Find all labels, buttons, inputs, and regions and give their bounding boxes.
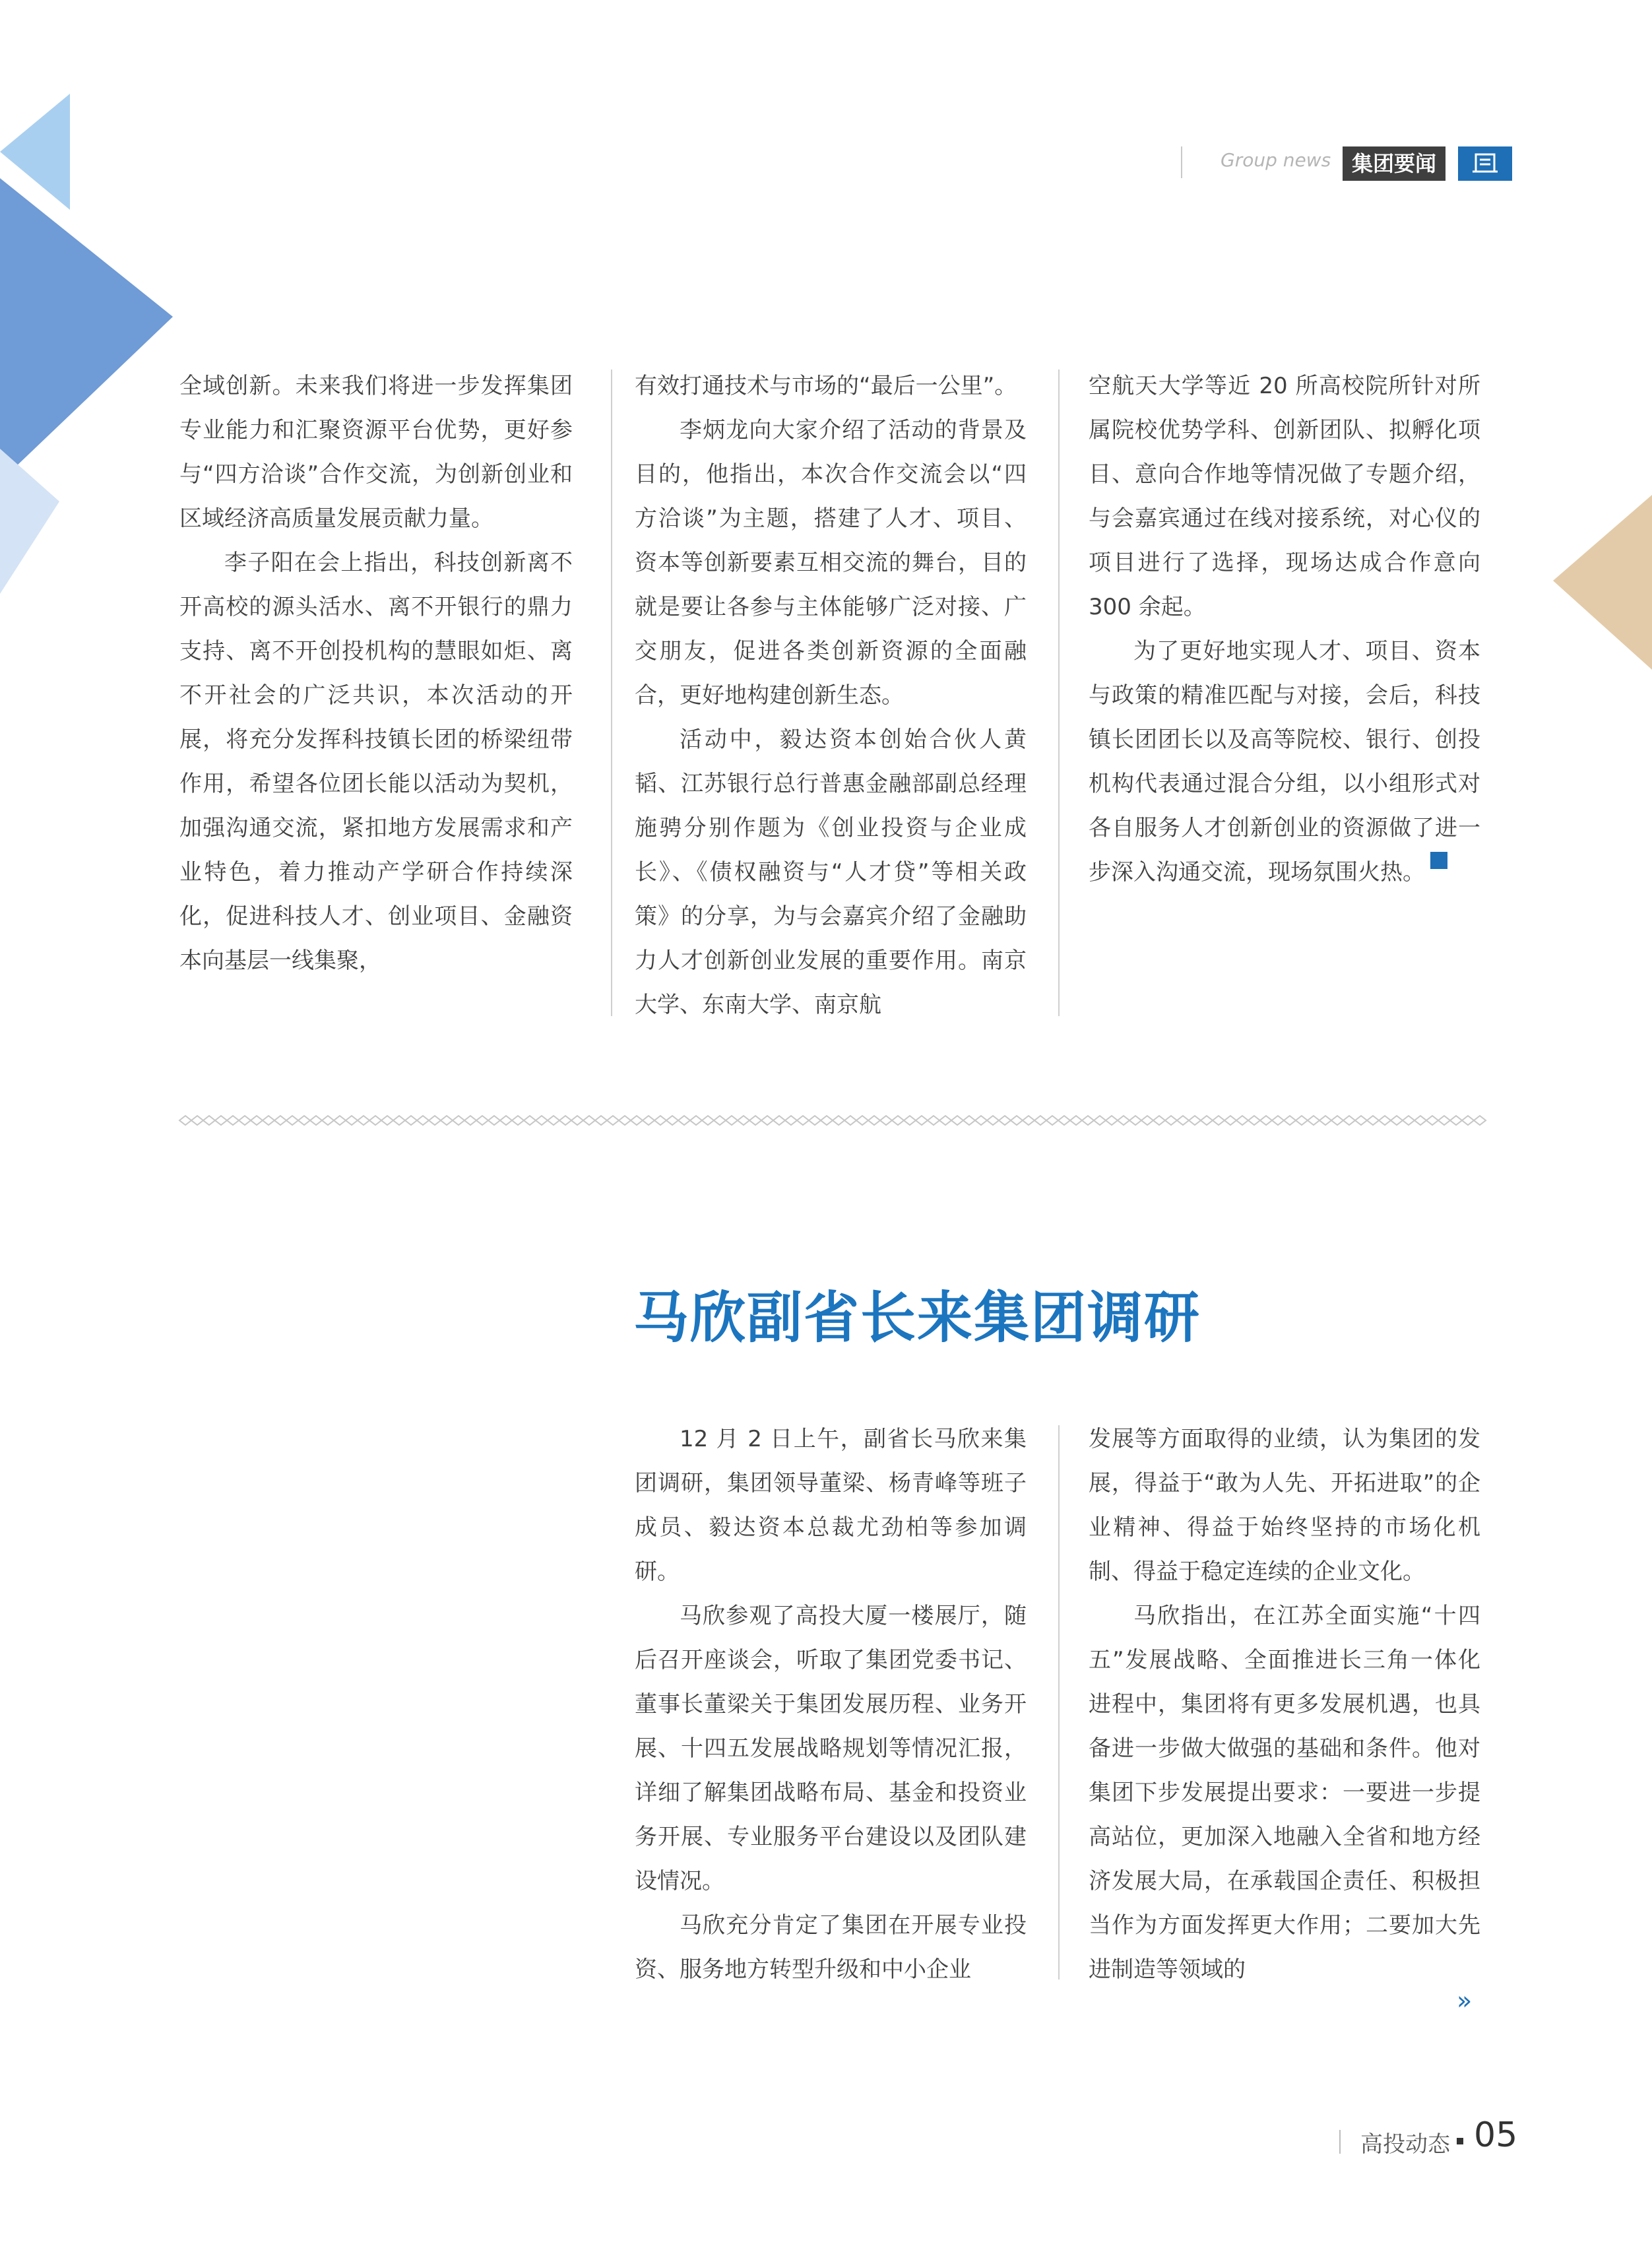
divider-diamond [1034, 1116, 1046, 1125]
divider-diamond [583, 1116, 595, 1125]
divider-diamond [643, 1116, 654, 1125]
divider-diamond [536, 1116, 548, 1125]
article1-paragraph: 有效打通技术与市场的“最后一公里”。 [635, 373, 1017, 399]
divider-diamond [880, 1116, 892, 1125]
divider-diamond [939, 1116, 951, 1125]
triangle-blue [0, 178, 173, 482]
divider-diamond [274, 1116, 286, 1125]
divider-diamond [369, 1116, 381, 1125]
divider-diamond [1272, 1116, 1284, 1125]
triangle-pale-blue [0, 449, 59, 594]
article2-paragraph: 马欣参观了高投大厦一楼展厅，随后召开座谈会，听取了集团党委书记、董事长董梁关于集团发展历程、业务开展、十四五发展战略规划等情况汇报，详细了解集团战略布局、基金和投资业务开展、专业服务平台建设以及团队建设情况。 [635, 1603, 1027, 1894]
divider-diamond [951, 1116, 963, 1125]
magazine-name: 高投动态 [1360, 2131, 1450, 2158]
divider-diamond [1391, 1116, 1403, 1125]
divider-diamond [726, 1116, 738, 1125]
article1-paragraph: 全域创新。未来我们将进一步发挥集团专业能力和汇聚资源平台优势，更好参与“四方洽谈”合作交流，为创新创业和区域经济高质量发展贡献力量。 [179, 373, 573, 532]
divider-diamond [1236, 1116, 1248, 1125]
divider-diamond [844, 1116, 856, 1125]
divider-diamond [619, 1116, 631, 1125]
divider-diamond [666, 1116, 678, 1125]
article1-column-2 [635, 364, 1027, 1027]
divider-diamond [654, 1116, 666, 1125]
article1-paragraph: 李子阳在会上指出，科技创新离不开高校的源头活水、离不开银行的鼎力支持、离不开创投机构的慧眼如炬、离不开社会的广泛共识，本次活动的开展，将充分发挥科技镇长团的桥梁纽带作用，希望各位团长能以活动为契机，加强沟通交流，紧扣地方发展需求和产业特色，着力推动产学研合作持续深化，促进科技人才、创业项目、金融资本向基层一线集聚， [179, 550, 573, 974]
divider-diamond [464, 1116, 476, 1125]
divider-diamond [595, 1116, 607, 1125]
article1-column-3 [1089, 364, 1480, 895]
divider-diamond [1213, 1116, 1224, 1125]
divider-diamond [1106, 1116, 1118, 1125]
divider-diamond [524, 1116, 536, 1125]
divider-diamond [833, 1116, 844, 1125]
divider-diamond [821, 1116, 833, 1125]
divider-diamond [1082, 1116, 1094, 1125]
divider-diamond [571, 1116, 583, 1125]
divider-diamond [215, 1116, 227, 1125]
triangle-tan [1553, 495, 1652, 670]
divider-diamond [1201, 1116, 1213, 1125]
divider-diamond [678, 1116, 690, 1125]
divider-diamond [928, 1116, 939, 1125]
divider-diamond [1011, 1116, 1023, 1125]
divider-diamond [999, 1116, 1011, 1125]
divider-diamond [856, 1116, 868, 1125]
divider-diamond [1403, 1116, 1414, 1125]
divider-diamond [1296, 1116, 1308, 1125]
divider-diamond [904, 1116, 916, 1125]
divider-diamond [322, 1116, 334, 1125]
divider-diamond [1248, 1116, 1260, 1125]
divider-diamond [1070, 1116, 1082, 1125]
divider-diamond [429, 1116, 441, 1125]
divider-diamond [631, 1116, 643, 1125]
divider-diamond [1023, 1116, 1034, 1125]
article1-paragraph-text: 为了更好地实现人才、项目、资本与政策的精准匹配与对接，会后，科技镇长团团长以及高等院校、银行、创投机构代表通过混合分组，以小组形式对各自服务人才创新创业的资源做了进一步深入沟通交流，现场氛围火热。 [1089, 638, 1480, 885]
divider-diamond [892, 1116, 904, 1125]
divider-diamond [773, 1116, 785, 1125]
divider-diamond [191, 1116, 203, 1125]
page-number: 05 [1474, 2115, 1518, 2155]
divider-diamond [1260, 1116, 1272, 1125]
divider-diamond [381, 1116, 393, 1125]
article1-paragraph: 李炳龙向大家介绍了活动的背景及目的，他指出，本次合作交流会以“四方洽谈”为主题，搭建了人才、项目、资本等创新要素互相交流的舞台，目的就是要让各参与主体能够广泛对接、广交朋友，促进各类创新资源的全面融合，更好地构建创新生态。 [635, 417, 1027, 709]
divider-diamond [1189, 1116, 1201, 1125]
divider-diamond [987, 1116, 999, 1125]
article2-title: 马欣副省长来集团调研 [633, 1285, 1201, 1350]
continue-arrow-icon: » [1457, 1986, 1473, 2015]
divider-diamond [607, 1116, 619, 1125]
divider-diamond [785, 1116, 797, 1125]
divider-diamond [476, 1116, 488, 1125]
divider-diamond [548, 1116, 559, 1125]
divider-diamond [488, 1116, 500, 1125]
news-icon-glyph [1458, 146, 1512, 181]
divider-diamond [963, 1116, 975, 1125]
divider-diamond [702, 1116, 714, 1125]
divider-diamond [417, 1116, 429, 1125]
divider-diamond [559, 1116, 571, 1125]
divider-diamond [1343, 1116, 1355, 1125]
divider-diamond [1426, 1116, 1438, 1125]
divider-diamond [405, 1116, 417, 1125]
divider-diamond [1046, 1116, 1058, 1125]
divider-diamond [761, 1116, 773, 1125]
divider-diamond [690, 1116, 702, 1125]
article1-paragraph: 活动中，毅达资本创始合伙人黄韬、江苏银行总行普惠金融部副总经理施骋分别作题为《创业投资与企业成长》、《债权融资与“人才贷”等相关政策》的分享，为与会嘉宾介绍了金融助力人才创新创业发展的重要作用。南京大学、东南大学、南京航 [635, 726, 1027, 1018]
section-tag: 集团要闻 [1343, 146, 1446, 181]
divider-diamond [393, 1116, 405, 1125]
divider-diamond [251, 1116, 263, 1125]
divider-diamond [453, 1116, 464, 1125]
divider-diamond [738, 1116, 749, 1125]
article1-paragraph-last [1089, 629, 1480, 895]
news-icon [1458, 146, 1512, 181]
header-separator [1181, 146, 1182, 178]
footer-separator [1339, 2130, 1341, 2154]
diamond-divider [179, 1116, 1486, 1125]
article2-paragraph: 马欣指出，在江苏全面实施“十四五”发展战略、全面推进长三角一体化进程中，集团将有更多发展机遇，也具备进一步做大做强的基础和条件。他对集团下步发展提出要求：一要进一步提高站位，更加深入地融入全省和地方经济发展大局，在承载国企责任、积极担当作为方面发挥更大作用；二要加大先进制造等领域的 [1089, 1603, 1480, 1983]
divider-diamond [1438, 1116, 1450, 1125]
divider-diamond [227, 1116, 239, 1125]
footer-bullet [1457, 2138, 1463, 2144]
divider-diamond [714, 1116, 726, 1125]
divider-diamond [1355, 1116, 1367, 1125]
divider-diamond [975, 1116, 987, 1125]
column-divider [611, 370, 612, 1016]
divider-diamond [1308, 1116, 1319, 1125]
divider-diamond [1450, 1116, 1462, 1125]
article2-paragraph: 发展等方面取得的业绩，认为集团的发展，得益于“敢为人先、开拓进取”的企业精神、得益于始终坚持的市场化机制、得益于稳定连续的企业文化。 [1089, 1426, 1480, 1585]
divider-diamond [1462, 1116, 1474, 1125]
divider-diamond [334, 1116, 346, 1125]
article1-column-1 [179, 364, 573, 983]
divider-diamond [916, 1116, 928, 1125]
article2-column-2 [1089, 1417, 1480, 1992]
divider-diamond [286, 1116, 298, 1125]
article2-paragraph: 12 月 2 日上午，副省长马欣来集团调研，集团领导董梁、杨青峰等班子成员、毅达资本总裁尤劲柏等参加调研。 [635, 1426, 1027, 1585]
divider-diamond [1094, 1116, 1106, 1125]
divider-diamond [346, 1116, 358, 1125]
divider-diamond [1141, 1116, 1153, 1125]
column-divider [1058, 1425, 1060, 1979]
divider-diamond [441, 1116, 453, 1125]
divider-diamond [1414, 1116, 1426, 1125]
divider-diamond [239, 1116, 251, 1125]
divider-diamond [298, 1116, 310, 1125]
divider-diamond [1331, 1116, 1343, 1125]
divider-diamond [179, 1116, 191, 1125]
divider-diamond [1284, 1116, 1296, 1125]
divider-diamond [809, 1116, 821, 1125]
divider-diamond [1165, 1116, 1177, 1125]
divider-diamond [1367, 1116, 1379, 1125]
divider-diamond [500, 1116, 512, 1125]
divider-diamond [1177, 1116, 1189, 1125]
divider-diamond [263, 1116, 274, 1125]
divider-diamond [1379, 1116, 1391, 1125]
divider-diamond [797, 1116, 809, 1125]
divider-diamond [1153, 1116, 1165, 1125]
divider-diamond [749, 1116, 761, 1125]
section-title-en: Group news [1221, 149, 1331, 171]
divider-diamond [1129, 1116, 1141, 1125]
divider-diamond [512, 1116, 524, 1125]
divider-diamond [310, 1116, 322, 1125]
article2-column-1 [635, 1417, 1027, 1992]
article2-paragraph: 马欣充分肯定了集团在开展专业投资、服务地方转型升级和中小企业 [635, 1912, 1027, 1983]
article1-paragraph: 空航天大学等近 20 所高校院所针对所属院校优势学科、创新团队、拟孵化项目、意向合作地等情况做了专题介绍，与会嘉宾通过在线对接系统，对心仪的项目进行了选择，现场达成合作意向 300 余起。 [1089, 373, 1480, 620]
divider-diamond [1319, 1116, 1331, 1125]
divider-diamond [868, 1116, 880, 1125]
column-divider [1058, 370, 1060, 1016]
divider-diamond [1058, 1116, 1070, 1125]
divider-diamond [1474, 1116, 1486, 1125]
end-of-article-icon [1430, 852, 1447, 869]
divider-diamond [1224, 1116, 1236, 1125]
divider-diamond [203, 1116, 215, 1125]
divider-diamond [358, 1116, 369, 1125]
divider-diamond [1118, 1116, 1129, 1125]
